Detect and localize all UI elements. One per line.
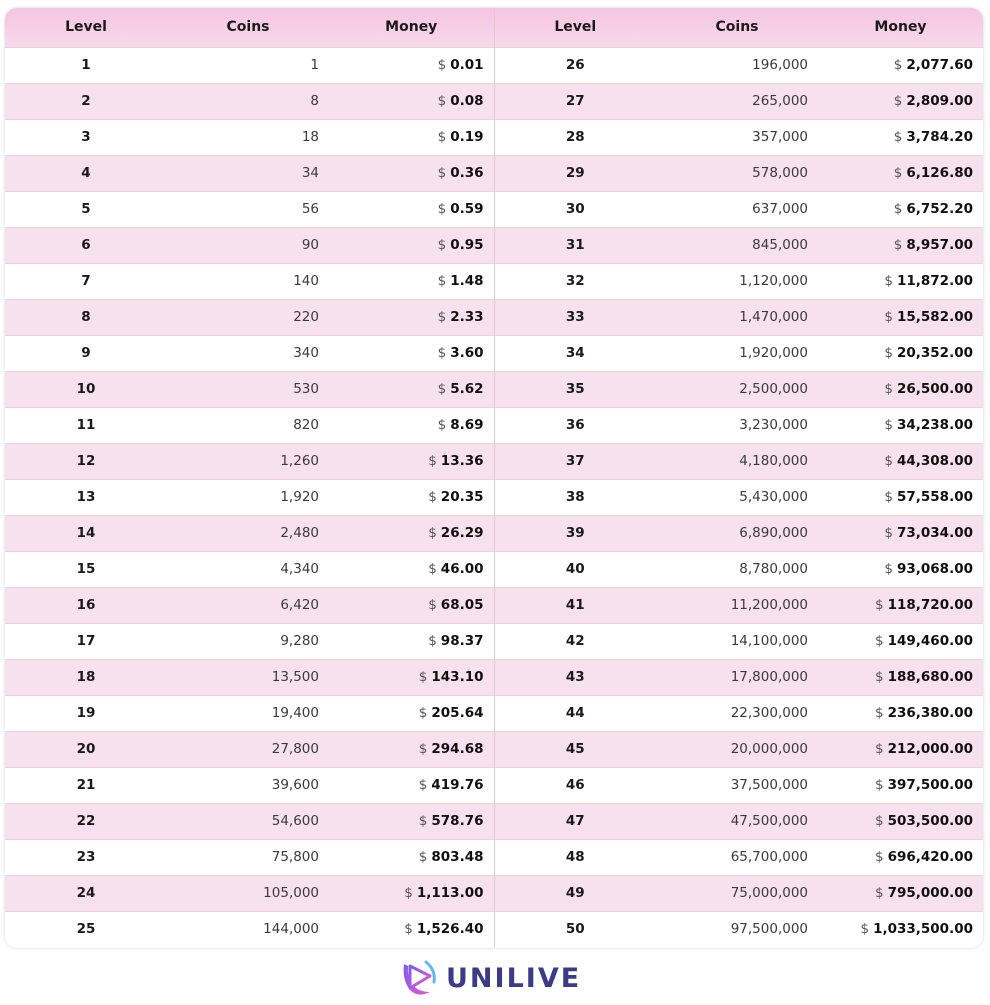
coins-cell-right: 75,000,000 <box>730 885 808 901</box>
level-cell: 3 <box>81 129 91 145</box>
table-row <box>5 623 983 659</box>
coins-cell: 34 <box>301 165 319 181</box>
currency-symbol: $ <box>437 93 447 109</box>
coins-cell: 13,500 <box>271 669 319 685</box>
table-row <box>5 911 983 947</box>
coins-cell-right: 578,000 <box>752 165 808 181</box>
currency-symbol: $ <box>428 453 437 469</box>
money-cell-right <box>818 227 983 263</box>
level-cell: 19 <box>76 705 96 721</box>
coins-cell-right: 1,120,000 <box>739 273 808 289</box>
currency-symbol: $ <box>418 813 428 829</box>
currency-symbol: $ <box>875 705 884 721</box>
level-cell-right: 50 <box>494 911 656 947</box>
money-cell-right <box>818 299 983 335</box>
level-cell: 8 <box>81 309 91 325</box>
table-row <box>5 335 983 371</box>
currency-symbol: $ <box>884 273 893 289</box>
level-cell-right: 33 <box>494 299 656 335</box>
header-coins-right: Coins <box>715 19 759 36</box>
money-amount: 0.08 <box>450 93 484 109</box>
table-row <box>5 155 983 191</box>
money-amount: 15,582.00 <box>896 309 973 325</box>
money-cell-right <box>818 875 983 911</box>
money-cell <box>329 47 494 83</box>
currency-symbol: $ <box>893 165 903 181</box>
money-amount: 503,500.00 <box>887 813 973 829</box>
currency-symbol: $ <box>437 309 447 325</box>
level-cell: 10 <box>76 381 96 397</box>
coins-cell-right: 2,500,000 <box>739 381 808 397</box>
money-amount: 212,000.00 <box>887 741 973 757</box>
table-row <box>5 227 983 263</box>
table-row <box>5 839 983 875</box>
level-cell: 25 <box>76 921 96 938</box>
coins-cell-right: 5,430,000 <box>739 489 808 505</box>
coins-cell: 27,800 <box>271 741 319 757</box>
table-row <box>5 767 983 803</box>
coins-cell: 39,600 <box>271 777 319 793</box>
money-cell-right <box>818 803 983 839</box>
coins-cell: 75,800 <box>271 849 319 865</box>
table-body <box>5 47 983 947</box>
coins-cell: 54,600 <box>271 813 319 829</box>
money-amount: 44,308.00 <box>896 453 973 469</box>
level-cell: 12 <box>76 453 96 469</box>
currency-symbol: $ <box>437 165 447 181</box>
coins-cell: 220 <box>293 309 319 325</box>
money-amount: 0.59 <box>450 201 484 217</box>
level-cell-right: 49 <box>494 875 656 911</box>
level-cell-right: 34 <box>494 335 656 371</box>
money-cell <box>329 767 494 803</box>
currency-symbol: $ <box>428 561 437 577</box>
currency-symbol: $ <box>428 633 437 649</box>
money-amount: 1,033,500.00 <box>873 921 973 938</box>
money-cell <box>329 227 494 263</box>
money-cell-right <box>818 587 983 623</box>
money-amount: 2,077.60 <box>906 57 973 73</box>
level-cell: 2 <box>81 93 91 109</box>
currency-symbol: $ <box>418 705 428 721</box>
table-row <box>5 263 983 299</box>
currency-symbol: $ <box>418 849 428 865</box>
money-cell-right <box>818 119 983 155</box>
header-coins: Coins <box>226 19 270 36</box>
table-row <box>5 515 983 551</box>
table-row <box>5 731 983 767</box>
coins-cell-right: 265,000 <box>752 93 808 109</box>
unilive-logo-icon <box>396 956 440 1000</box>
table-row <box>5 659 983 695</box>
header-level-right: Level <box>494 8 656 47</box>
level-cell-right: 27 <box>494 83 656 119</box>
level-cell: 24 <box>76 885 96 901</box>
coins-cell: 140 <box>293 273 319 289</box>
coins-cell-right: 37,500,000 <box>730 777 808 793</box>
coins-cell-right: 65,700,000 <box>730 849 808 865</box>
level-cell: 7 <box>81 273 91 289</box>
money-cell <box>329 803 494 839</box>
money-amount: 578.76 <box>431 813 484 829</box>
currency-symbol: $ <box>893 93 903 109</box>
money-amount: 1.48 <box>450 273 484 289</box>
money-amount: 3.60 <box>450 345 484 361</box>
money-cell <box>329 371 494 407</box>
table-row <box>5 299 983 335</box>
money-cell-right <box>818 191 983 227</box>
level-cell: 5 <box>81 201 91 217</box>
currency-symbol: $ <box>875 885 884 901</box>
level-cell-right: 42 <box>494 623 656 659</box>
money-cell <box>329 119 494 155</box>
level-cell-right: 43 <box>494 659 656 695</box>
currency-symbol: $ <box>875 849 884 865</box>
currency-symbol: $ <box>893 237 903 253</box>
money-amount: 696,420.00 <box>887 849 973 865</box>
level-cell-right: 26 <box>494 47 656 83</box>
coins-cell-right: 6,890,000 <box>739 525 808 541</box>
level-cell-right: 31 <box>494 227 656 263</box>
coins-cell: 18 <box>301 129 319 145</box>
coins-cell: 1,920 <box>280 489 319 505</box>
money-cell <box>329 191 494 227</box>
level-cell-right: 41 <box>494 587 656 623</box>
money-amount: 803.48 <box>431 849 484 865</box>
money-amount: 26,500.00 <box>896 381 973 397</box>
coins-cell-right: 3,230,000 <box>739 417 808 433</box>
currency-symbol: $ <box>437 201 447 217</box>
currency-symbol: $ <box>860 921 870 938</box>
money-cell <box>329 839 494 875</box>
currency-symbol: $ <box>884 417 893 433</box>
currency-symbol: $ <box>437 417 447 433</box>
table-row <box>5 83 983 119</box>
money-amount: 46.00 <box>440 561 484 577</box>
coins-cell: 340 <box>293 345 319 361</box>
money-cell-right <box>818 155 983 191</box>
coins-cell: 56 <box>301 201 319 217</box>
level-cell: 23 <box>76 849 96 865</box>
money-amount: 26.29 <box>440 525 484 541</box>
money-cell <box>329 551 494 587</box>
level-cell-right: 46 <box>494 767 656 803</box>
level-cell-right: 32 <box>494 263 656 299</box>
money-amount: 205.64 <box>431 705 484 721</box>
money-amount: 1,526.40 <box>416 921 484 938</box>
currency-symbol: $ <box>428 489 437 505</box>
money-cell-right <box>818 731 983 767</box>
currency-symbol: $ <box>875 777 884 793</box>
table-row <box>5 695 983 731</box>
money-cell-right <box>818 839 983 875</box>
currency-symbol: $ <box>437 345 447 361</box>
coins-cell-right: 4,180,000 <box>739 453 808 469</box>
money-amount: 20.35 <box>440 489 484 505</box>
currency-symbol: $ <box>875 597 884 613</box>
table-row <box>5 479 983 515</box>
money-cell-right <box>818 767 983 803</box>
money-cell <box>329 83 494 119</box>
money-cell-right <box>818 371 983 407</box>
money-amount: 0.95 <box>450 237 484 253</box>
currency-symbol: $ <box>418 741 428 757</box>
money-cell-right <box>818 47 983 83</box>
money-amount: 13.36 <box>440 453 484 469</box>
coins-cell: 2,480 <box>280 525 319 541</box>
level-cell-right: 35 <box>494 371 656 407</box>
level-cell: 22 <box>76 813 96 829</box>
currency-symbol: $ <box>428 597 437 613</box>
level-cell: 17 <box>76 633 96 649</box>
currency-symbol: $ <box>875 813 884 829</box>
unilive-logo-text: UNILIVE <box>446 962 582 994</box>
unilive-logo <box>396 956 596 1000</box>
money-cell <box>329 263 494 299</box>
money-amount: 93,068.00 <box>896 561 973 577</box>
money-cell <box>329 875 494 911</box>
coins-cell: 6,420 <box>280 597 319 613</box>
money-amount: 419.76 <box>431 777 484 793</box>
money-amount: 236,380.00 <box>887 705 973 721</box>
money-cell-right <box>818 335 983 371</box>
money-cell <box>329 659 494 695</box>
table-row <box>5 803 983 839</box>
money-cell <box>329 479 494 515</box>
currency-symbol: $ <box>437 381 447 397</box>
currency-symbol: $ <box>404 921 413 938</box>
money-amount: 0.19 <box>450 129 484 145</box>
money-cell <box>329 515 494 551</box>
money-amount: 118,720.00 <box>887 597 973 613</box>
coins-cell-right: 20,000,000 <box>730 741 808 757</box>
coins-cell-right: 17,800,000 <box>730 669 808 685</box>
money-amount: 143.10 <box>431 669 484 685</box>
money-cell <box>329 443 494 479</box>
coins-cell-right: 1,920,000 <box>739 345 808 361</box>
money-cell-right <box>818 911 983 947</box>
currency-symbol: $ <box>437 273 447 289</box>
money-cell <box>329 623 494 659</box>
currency-symbol: $ <box>893 129 903 145</box>
coins-cell: 4,340 <box>280 561 319 577</box>
level-cell-right: 39 <box>494 515 656 551</box>
coins-cell-right: 47,500,000 <box>730 813 808 829</box>
header-level: Level <box>65 19 107 36</box>
level-rewards-table <box>5 8 983 947</box>
table-row <box>5 443 983 479</box>
money-amount: 2.33 <box>450 309 484 325</box>
money-cell-right <box>818 263 983 299</box>
coins-cell-right: 11,200,000 <box>730 597 808 613</box>
money-amount: 6,126.80 <box>906 165 973 181</box>
currency-symbol: $ <box>428 525 437 541</box>
level-cell: 16 <box>76 597 96 613</box>
money-amount: 795,000.00 <box>887 885 973 901</box>
currency-symbol: $ <box>418 669 428 685</box>
level-cell: 13 <box>76 489 96 505</box>
currency-symbol: $ <box>437 129 447 145</box>
coins-cell-right: 97,500,000 <box>730 921 808 938</box>
coins-cell: 1,260 <box>280 453 319 469</box>
money-cell <box>329 407 494 443</box>
money-cell-right <box>818 659 983 695</box>
money-amount: 8.69 <box>450 417 484 433</box>
coins-cell-right: 22,300,000 <box>730 705 808 721</box>
coins-cell: 1 <box>310 57 319 73</box>
table-row <box>5 47 983 83</box>
table-row <box>5 875 983 911</box>
currency-symbol: $ <box>884 489 893 505</box>
level-cell: 11 <box>76 417 96 433</box>
currency-symbol: $ <box>437 237 447 253</box>
coins-cell-right: 1,470,000 <box>739 309 808 325</box>
header-money: Money <box>385 19 438 36</box>
coins-cell: 530 <box>293 381 319 397</box>
currency-symbol: $ <box>893 57 903 73</box>
money-amount: 294.68 <box>431 741 484 757</box>
level-cell: 6 <box>81 237 91 253</box>
money-amount: 149,460.00 <box>887 633 973 649</box>
money-cell-right <box>818 407 983 443</box>
money-amount: 20,352.00 <box>896 345 973 361</box>
currency-symbol: $ <box>884 525 893 541</box>
currency-symbol: $ <box>884 453 893 469</box>
level-rewards-table-card <box>5 8 983 948</box>
coins-cell: 9,280 <box>280 633 319 649</box>
level-cell-right: 30 <box>494 191 656 227</box>
level-cell: 9 <box>81 345 91 361</box>
table-header-row <box>5 8 983 47</box>
coins-cell-right: 357,000 <box>752 129 808 145</box>
money-cell <box>329 695 494 731</box>
coins-cell-right: 14,100,000 <box>730 633 808 649</box>
table-row <box>5 191 983 227</box>
money-cell-right <box>818 479 983 515</box>
money-cell <box>329 731 494 767</box>
money-amount: 397,500.00 <box>887 777 973 793</box>
level-cell: 21 <box>76 777 96 793</box>
money-amount: 0.36 <box>450 165 484 181</box>
coins-cell: 8 <box>310 93 319 109</box>
money-amount: 68.05 <box>440 597 484 613</box>
money-amount: 1,113.00 <box>416 885 484 901</box>
coins-cell: 19,400 <box>271 705 319 721</box>
money-cell-right <box>818 551 983 587</box>
table-row <box>5 551 983 587</box>
money-amount: 73,034.00 <box>896 525 973 541</box>
money-amount: 0.01 <box>450 57 484 73</box>
money-amount: 188,680.00 <box>887 669 973 685</box>
level-cell: 14 <box>76 525 96 541</box>
money-cell-right <box>818 515 983 551</box>
level-cell-right: 40 <box>494 551 656 587</box>
money-amount: 98.37 <box>440 633 484 649</box>
level-cell-right: 29 <box>494 155 656 191</box>
money-cell-right <box>818 623 983 659</box>
level-cell-right: 48 <box>494 839 656 875</box>
level-cell-right: 47 <box>494 803 656 839</box>
money-amount: 5.62 <box>450 381 484 397</box>
currency-symbol: $ <box>893 201 903 217</box>
currency-symbol: $ <box>884 561 893 577</box>
header-money-right: Money <box>874 19 927 36</box>
level-cell: 4 <box>81 165 91 181</box>
level-cell-right: 28 <box>494 119 656 155</box>
money-cell <box>329 155 494 191</box>
money-cell <box>329 911 494 947</box>
currency-symbol: $ <box>437 57 447 73</box>
money-cell-right <box>818 83 983 119</box>
currency-symbol: $ <box>875 633 884 649</box>
table-row <box>5 371 983 407</box>
table-row <box>5 407 983 443</box>
money-cell <box>329 299 494 335</box>
money-cell <box>329 335 494 371</box>
currency-symbol: $ <box>875 741 884 757</box>
coins-cell: 90 <box>301 237 319 253</box>
table-row <box>5 587 983 623</box>
money-amount: 6,752.20 <box>906 201 973 217</box>
money-amount: 11,872.00 <box>896 273 973 289</box>
money-amount: 2,809.00 <box>906 93 973 109</box>
money-amount: 3,784.20 <box>906 129 973 145</box>
money-amount: 57,558.00 <box>896 489 973 505</box>
currency-symbol: $ <box>875 669 884 685</box>
money-amount: 34,238.00 <box>896 417 973 433</box>
coins-cell-right: 637,000 <box>752 201 808 217</box>
coins-cell-right: 845,000 <box>752 237 808 253</box>
money-cell <box>329 587 494 623</box>
level-cell: 20 <box>76 741 96 757</box>
level-cell: 1 <box>81 57 91 73</box>
coins-cell: 820 <box>293 417 319 433</box>
level-cell: 15 <box>76 561 96 577</box>
coins-cell: 105,000 <box>263 885 319 901</box>
level-cell-right: 36 <box>494 407 656 443</box>
currency-symbol: $ <box>884 345 893 361</box>
currency-symbol: $ <box>884 381 893 397</box>
table-row <box>5 119 983 155</box>
level-cell: 18 <box>76 669 96 685</box>
level-cell-right: 45 <box>494 731 656 767</box>
coins-cell-right: 196,000 <box>752 57 808 73</box>
level-cell-right: 38 <box>494 479 656 515</box>
currency-symbol: $ <box>418 777 428 793</box>
money-cell-right <box>818 443 983 479</box>
currency-symbol: $ <box>884 309 893 325</box>
money-cell-right <box>818 695 983 731</box>
money-amount: 8,957.00 <box>906 237 973 253</box>
level-cell-right: 44 <box>494 695 656 731</box>
currency-symbol: $ <box>404 885 413 901</box>
level-cell-right: 37 <box>494 443 656 479</box>
coins-cell: 144,000 <box>263 921 319 938</box>
coins-cell-right: 8,780,000 <box>739 561 808 577</box>
